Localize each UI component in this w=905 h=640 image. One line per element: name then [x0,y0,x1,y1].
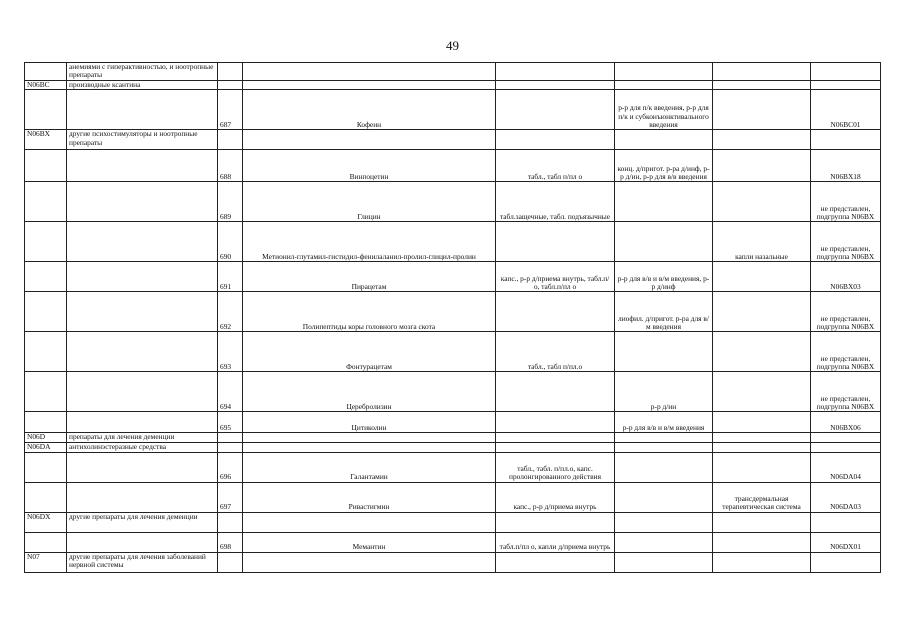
drug-name-cell: Ривастигмин [243,482,496,512]
drug-name-cell [243,443,496,452]
table-row [25,512,881,532]
injection-form-cell: р-р для в/в и в/м введения [615,412,713,433]
other-form-cell [713,412,811,433]
other-form-cell [713,292,811,332]
other-form-cell [713,443,811,452]
group-name-cell: антихолинэстеразные средства [67,443,218,452]
atc-classification-cell [811,512,881,532]
group-name-cell [67,412,218,433]
oral-form-cell [496,63,615,81]
table-row [25,332,881,372]
atc-classification-cell: N06DA04 [811,452,881,482]
other-form-cell [713,130,811,150]
atc-code-cell: N06BC [25,81,67,90]
drug-name-cell [243,433,496,443]
atc-classification-cell: не представлен, подгруппа N06BX [811,222,881,262]
oral-form-cell [496,412,615,433]
other-form-cell [713,262,811,292]
injection-form-cell: р-р для п/к введения, р-р для п/к и субконъюнктивального введения [615,90,713,130]
group-name-cell [67,532,218,552]
atc-classification-cell: N06BC01 [811,90,881,130]
atc-code-cell: N06BX [25,130,67,150]
oral-form-cell [496,81,615,90]
table-row [25,182,881,222]
atc-classification-cell [811,130,881,150]
atc-code-cell [25,262,67,292]
group-name-cell [67,182,218,222]
injection-form-cell [615,443,713,452]
injection-form-cell: р-р для в/в и в/м введения, р-р д/инф [615,262,713,292]
oral-form-cell: табл., табл. п/пл.о, капс. пролонгированного действия [496,452,615,482]
drug-table [24,62,881,573]
drug-name-cell: Мемантин [243,532,496,552]
injection-form-cell [615,81,713,90]
table-row [25,372,881,412]
other-form-cell [713,90,811,130]
drug-name-cell [243,63,496,81]
drug-name-cell [243,81,496,90]
drug-name-cell: Цитиколин [243,412,496,433]
oral-form-cell: табл., табл п/пл.о [496,332,615,372]
injection-form-cell: р-р д/ин [615,372,713,412]
atc-classification-cell: не представлен, подгруппа N06BX [811,332,881,372]
table-row [25,482,881,512]
group-name-cell: анемиями с гиперактивностью, и ноотропные препараты [67,63,218,81]
oral-form-cell [496,552,615,572]
table-row [25,292,881,332]
atc-classification-cell [811,63,881,81]
other-form-cell [713,150,811,182]
atc-code-cell [25,150,67,182]
table-row [25,532,881,552]
atc-classification-cell: N06DX01 [811,532,881,552]
oral-form-cell: табл.защечные, табл. подъязычные [496,182,615,222]
atc-code-cell [25,412,67,433]
table-row [25,412,881,433]
group-name-cell: другие препараты для лечения заболеваний нервной системы [67,552,218,572]
row-number-cell [218,512,243,532]
other-form-cell [713,532,811,552]
row-number-cell [218,443,243,452]
atc-classification-cell: N06DA03 [811,482,881,512]
group-name-cell: другие психостимуляторы и ноотропные препараты [67,130,218,150]
atc-code-cell: N06D [25,433,67,443]
other-form-cell [713,433,811,443]
atc-classification-cell [811,443,881,452]
atc-code-cell: N07 [25,552,67,572]
row-number-cell: 697 [218,482,243,512]
injection-form-cell: конц. д/пригот. р-ра д/инф, р-р д/ин, р-р для в/в введения [615,150,713,182]
atc-classification-cell [811,552,881,572]
atc-code-cell [25,332,67,372]
atc-code-cell [25,532,67,552]
group-name-cell [67,372,218,412]
group-name-cell [67,292,218,332]
atc-code-cell [25,482,67,512]
row-number-cell: 689 [218,182,243,222]
group-name-cell: препараты для лечения деменции [67,433,218,443]
other-form-cell [713,372,811,412]
row-number-cell [218,552,243,572]
injection-form-cell [615,452,713,482]
injection-form-cell [615,482,713,512]
row-number-cell [218,130,243,150]
injection-form-cell [615,332,713,372]
row-number-cell: 688 [218,150,243,182]
oral-form-cell [496,372,615,412]
injection-form-cell: лиофил. д/пригот. р-ра для в/м введения [615,292,713,332]
row-number-cell: 693 [218,332,243,372]
other-form-cell [713,512,811,532]
other-form-cell [713,332,811,372]
page-number: 49 [446,38,459,53]
other-form-cell: трансдермальная терапевтическая система [713,482,811,512]
atc-classification-cell [811,81,881,90]
group-name-cell [67,150,218,182]
row-number-cell: 687 [218,90,243,130]
injection-form-cell [615,182,713,222]
injection-form-cell [615,63,713,81]
other-form-cell: капли назальные [713,222,811,262]
row-number-cell: 698 [218,532,243,552]
oral-form-cell: капс., р-р д/приема внутрь [496,482,615,512]
row-number-cell [218,81,243,90]
group-name-cell [67,452,218,482]
atc-code-cell [25,292,67,332]
table-row [25,150,881,182]
injection-form-cell [615,222,713,262]
group-name-cell [67,90,218,130]
table-row [25,452,881,482]
atc-code-cell [25,452,67,482]
atc-code-cell: N06DX [25,512,67,532]
row-number-cell [218,63,243,81]
drug-name-cell [243,552,496,572]
drug-name-cell: Церебролизин [243,372,496,412]
group-name-cell [67,482,218,512]
group-name-cell: производные ксантина [67,81,218,90]
row-number-cell: 692 [218,292,243,332]
drug-name-cell: Глицин [243,182,496,222]
group-name-cell [67,332,218,372]
atc-classification-cell: N06BX03 [811,262,881,292]
other-form-cell [713,552,811,572]
drug-name-cell: Галантамин [243,452,496,482]
other-form-cell [713,81,811,90]
table-row [25,443,881,452]
table-row [25,81,881,90]
injection-form-cell [615,130,713,150]
drug-name-cell: Кофеин [243,90,496,130]
group-name-cell [67,222,218,262]
oral-form-cell [496,512,615,532]
atc-code-cell [25,90,67,130]
table-row [25,90,881,130]
oral-form-cell [496,433,615,443]
atc-classification-cell: не представлен, подгруппа N06BX [811,372,881,412]
drug-name-cell: Фонтурацетам [243,332,496,372]
atc-classification-cell: N06BX06 [811,412,881,433]
atc-code-cell [25,182,67,222]
table-row [25,552,881,572]
oral-form-cell: капс., р-р д/приема внутрь, табл.п/о, табл.п/пл о [496,262,615,292]
row-number-cell [218,433,243,443]
atc-classification-cell [811,433,881,443]
table-row [25,130,881,150]
injection-form-cell [615,552,713,572]
oral-form-cell [496,292,615,332]
group-name-cell: другие препараты для лечения деменции [67,512,218,532]
oral-form-cell [496,443,615,452]
table-row [25,262,881,292]
atc-classification-cell: не представлен, подгруппа N06BX [811,292,881,332]
injection-form-cell [615,532,713,552]
row-number-cell: 691 [218,262,243,292]
row-number-cell: 695 [218,412,243,433]
oral-form-cell: табл.п/пл о, капли д/приема внутрь [496,532,615,552]
atc-classification-cell: N06BX18 [811,150,881,182]
table-row [25,433,881,443]
atc-code-cell [25,372,67,412]
oral-form-cell [496,130,615,150]
atc-code-cell [25,63,67,81]
other-form-cell [713,452,811,482]
atc-code-cell: N06DA [25,443,67,452]
injection-form-cell [615,512,713,532]
atc-classification-cell: не представлен, подгруппа N06BX [811,182,881,222]
other-form-cell [713,63,811,81]
row-number-cell: 690 [218,222,243,262]
table-row [25,222,881,262]
injection-form-cell [615,433,713,443]
drug-name-cell [243,130,496,150]
oral-form-cell [496,222,615,262]
table-row [25,63,881,81]
drug-name-cell: Метионил-глутамил-гистидил-фенилаланил-пролил-глицил-пролин [243,222,496,262]
drug-name-cell: Пирацетам [243,262,496,292]
drug-name-cell: Полипептиды коры головного мозга скота [243,292,496,332]
other-form-cell [713,182,811,222]
drug-name-cell [243,512,496,532]
drug-name-cell: Винпоцетин [243,150,496,182]
row-number-cell: 696 [218,452,243,482]
oral-form-cell: табл., табл п/пл о [496,150,615,182]
atc-code-cell [25,222,67,262]
oral-form-cell [496,90,615,130]
group-name-cell [67,262,218,292]
row-number-cell: 694 [218,372,243,412]
